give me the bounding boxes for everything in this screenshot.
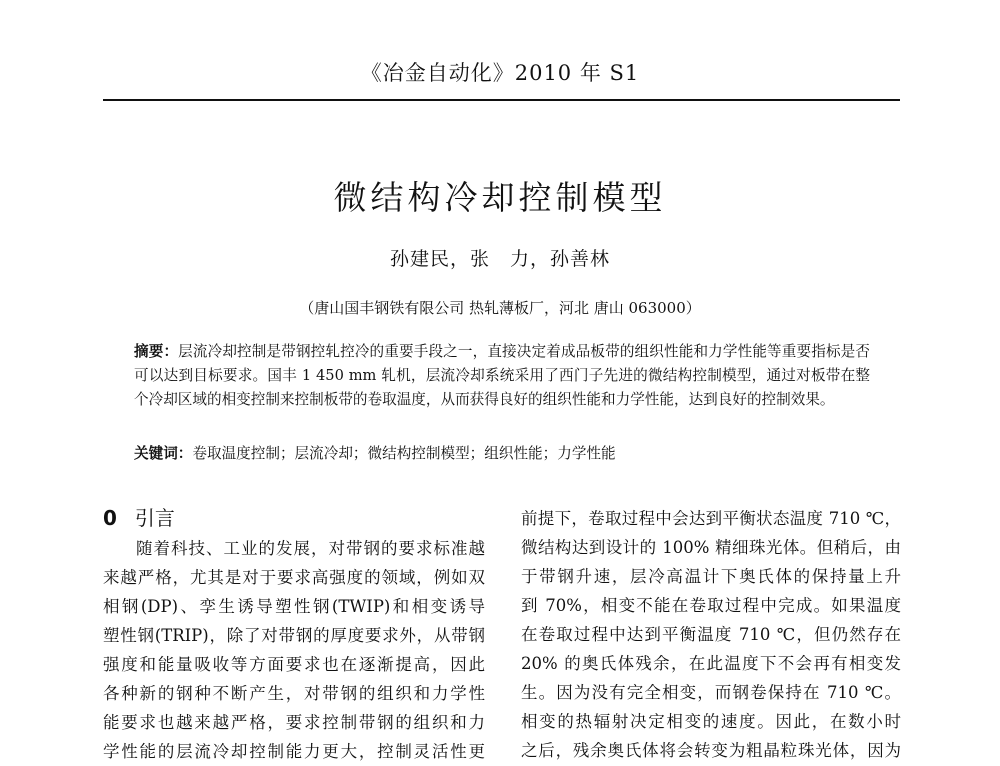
section-number: 0 xyxy=(103,506,117,530)
section-heading xyxy=(103,506,175,530)
body-line: 能要求也越来越严格，要求控制带钢的组织和力 xyxy=(103,713,485,732)
keywords-text: 卷取温度控制；层流冷却；微结构控制模型；组织性能；力学性能 xyxy=(192,445,616,462)
body-line: 生。因为没有完全相变，而钢卷保持在 710 ℃。 xyxy=(521,683,901,702)
article-title: 微结构冷却控制模型 xyxy=(333,178,667,217)
body-line: 于带钢升速，层冷高温计下奥氏体的保持量上升 xyxy=(521,567,901,586)
body-line: 前提下，卷取过程中会达到平衡状态温度 710 ℃， xyxy=(521,509,901,528)
body-line: 之后，残余奥氏体将会转变为粗晶粒珠光体，因为 xyxy=(521,741,901,760)
body-line: 相钢(DP)、孪生诱导塑性钢(TWIP)和相变诱导 xyxy=(103,597,485,616)
body-column-left xyxy=(103,534,485,766)
abstract-text: 层流冷却控制是带钢控轧控冷的重要手段之一，直接决定着成品板带的组织性能和力学性能等重要指标是否可以达到目标要求。国丰 1 450 mm 轧机，层流冷却系统采用了西门子先进的微结构控制模型，通过对板带在整个冷却区域的相变控制来控制板带的卷取温度，从而获得良好的组织性能和力学性能，达到良好的控制效果。 xyxy=(134,343,870,408)
body-line: 微结构达到设计的 100% 精细珠光体。但稍后，由 xyxy=(521,538,901,557)
keywords-label: 关键词： xyxy=(134,445,193,462)
body-line: 各种新的钢种不断产生，对带钢的组织和力学性 xyxy=(103,684,485,703)
header-rule xyxy=(103,99,900,101)
body-column-right xyxy=(521,504,901,765)
keywords xyxy=(134,442,870,466)
body-line: 随着科技、工业的发展，对带钢的要求标准越 xyxy=(136,539,485,558)
body-line: 相变的热辐射决定相变的速度。因此，在数小时 xyxy=(521,712,901,731)
body-line: 20% 的奥氏体残余，在此温度下不会再有相变发 xyxy=(521,654,901,673)
article-authors: 孙建民，张 力，孙善林 xyxy=(389,248,610,270)
running-header: 《冶金自动化》2010 年 S1 xyxy=(360,61,640,85)
article-affiliation: （唐山国丰钢铁有限公司 热轧薄板厂，河北 唐山 063000） xyxy=(299,299,701,317)
body-line: 强度和能量吸收等方面要求也在逐渐提高，因此 xyxy=(103,655,485,674)
body-line: 塑性钢(TRIP)，除了对带钢的厚度要求外，从带钢 xyxy=(103,626,485,645)
body-line: 来越严格，尤其是对于要求高强度的领域，例如双 xyxy=(103,568,485,587)
body-line: 在卷取过程中达到平衡温度 710 ℃，但仍然存在 xyxy=(521,625,901,644)
abstract-label: 摘要： xyxy=(134,343,179,360)
body-line: 学性能的层流冷却控制能力更大，控制灵活性更 xyxy=(103,742,485,761)
body-line: 到 70%，相变不能在卷取过程中完成。如果温度 xyxy=(521,596,901,615)
abstract xyxy=(134,340,870,412)
section-title: 引言 xyxy=(134,506,175,530)
